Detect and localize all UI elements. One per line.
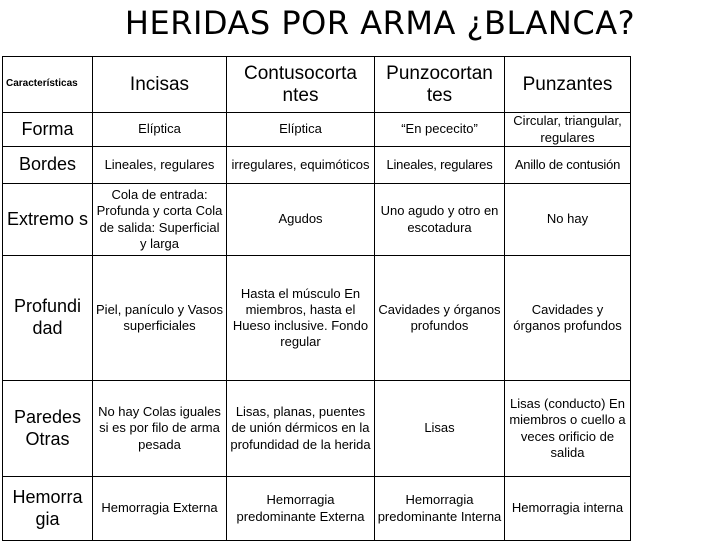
header-punzantes: Punzantes <box>505 57 631 113</box>
table-cell: Uno agudo y otro en escotadura <box>375 184 505 256</box>
table-cell: Cola de entrada: Profunda y corta Cola de salida: Superficial y larga <box>93 184 227 256</box>
table-cell: Lisas (conducto) En miembros o cuello a veces orificio de salida <box>505 381 631 477</box>
table-cell: Elíptica <box>93 113 227 147</box>
table-cell: Piel, panículo y Vasos superficiales <box>93 256 227 381</box>
table-cell: irregulares, equimóticos <box>227 147 375 184</box>
page-title: HERIDAS POR ARMA ¿BLANCA? <box>124 4 636 42</box>
row-label-profundidad: Profundi dad <box>3 256 93 381</box>
table-cell: Circular, triangular, regulares <box>505 113 631 147</box>
table-cell: Cavidades y órganos profundos <box>375 256 505 381</box>
table-cell: “En pececito” <box>375 113 505 147</box>
table-cell: Anillo de contusión <box>505 147 631 184</box>
row-label-bordes: Bordes <box>3 147 93 184</box>
table-cell: Cavidades y órganos profundos <box>505 256 631 381</box>
table-cell: Hemorragia Externa <box>93 477 227 541</box>
table-cell: Lineales, regulares <box>375 147 505 184</box>
row-label-hemorragia: Hemorra gia <box>3 477 93 541</box>
table-row <box>3 147 631 184</box>
table-row <box>3 184 631 256</box>
table-row <box>3 113 631 147</box>
header-corner: Características <box>3 57 93 113</box>
header-contusocortantes: Contusocorta ntes <box>227 57 375 113</box>
header-incisas: Incisas <box>93 57 227 113</box>
table-cell: Agudos <box>227 184 375 256</box>
table-cell: Lisas <box>375 381 505 477</box>
table-cell: Lisas, planas, puentes de unión dérmicos en la profundidad de la herida <box>227 381 375 477</box>
header-row <box>3 57 631 113</box>
table-cell: Hemorragia predominante Interna <box>375 477 505 541</box>
table-cell: Lineales, regulares <box>93 147 227 184</box>
row-label-paredes: Paredes Otras <box>3 381 93 477</box>
table-cell: Elíptica <box>227 113 375 147</box>
table-row <box>3 381 631 477</box>
table-row <box>3 477 631 541</box>
table-cell: Hemorragia predominante Externa <box>227 477 375 541</box>
table-row <box>3 256 631 381</box>
table-cell: No hay <box>505 184 631 256</box>
table-cell: Hasta el músculo En miembros, hasta el Hueso inclusive. Fondo regular <box>227 256 375 381</box>
comparison-table <box>2 56 631 541</box>
table-cell: Hemorragia interna <box>505 477 631 541</box>
table-cell: No hay Colas iguales si es por filo de arma pesada <box>93 381 227 477</box>
row-label-extremos: Extremo s <box>3 184 93 256</box>
header-punzocortantes: Punzocortan tes <box>375 57 505 113</box>
row-label-forma: Forma <box>3 113 93 147</box>
